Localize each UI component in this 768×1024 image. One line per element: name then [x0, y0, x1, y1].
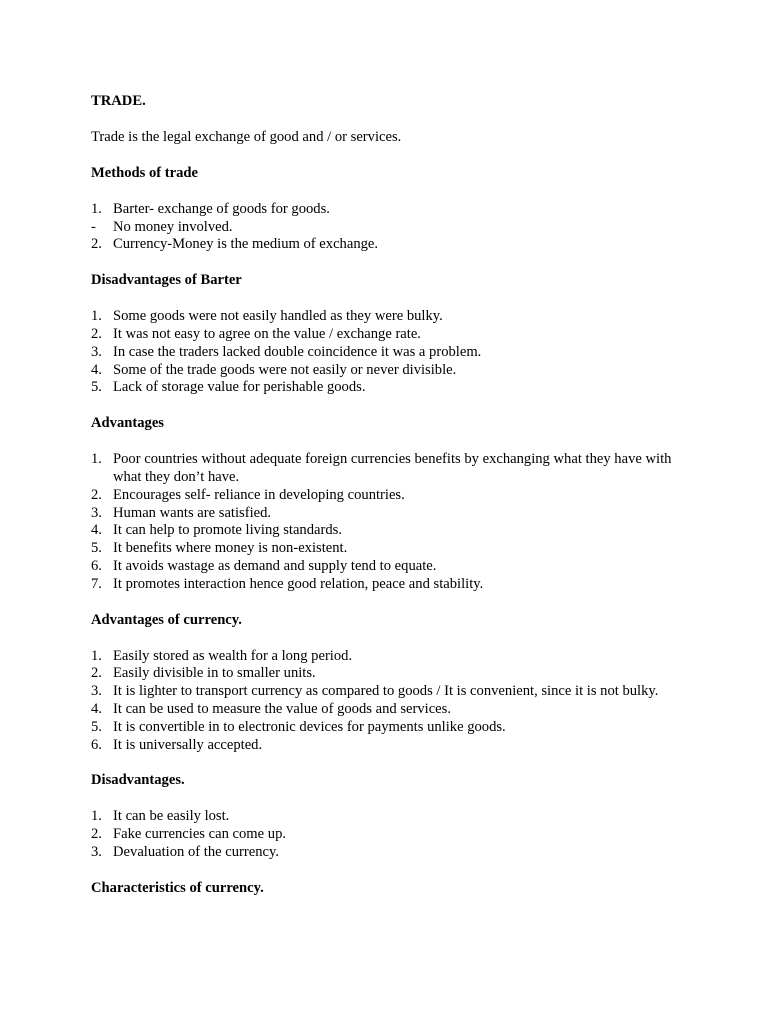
section-heading: Advantages: [91, 415, 164, 432]
list-item: [91, 648, 691, 666]
list-marker: 2.: [91, 236, 102, 253]
list-marker: 5.: [91, 379, 102, 396]
list-item-text: Encourages self- reliance in developing countries.: [113, 486, 405, 503]
section-heading: Disadvantages of Barter: [91, 272, 242, 289]
list-item-text: It was not easy to agree on the value / exchange rate.: [113, 325, 421, 342]
list-item: [91, 522, 691, 540]
list-marker: 6.: [91, 736, 102, 753]
list-item: [91, 719, 691, 737]
section-heading: Methods of trade: [91, 164, 199, 181]
section-heading: Disadvantages.: [91, 772, 185, 789]
list-marker: 2.: [91, 325, 102, 342]
section-list: [91, 808, 691, 861]
list-item: [91, 379, 691, 397]
list-item: [91, 558, 691, 576]
list-item-text: Barter- exchange of goods for goods.: [113, 200, 330, 217]
list-marker: 4.: [91, 700, 102, 717]
list-marker: 3.: [91, 504, 102, 521]
list-item-text: In case the traders lacked double coincidence it was a problem.: [113, 343, 482, 360]
list-marker: 4.: [91, 522, 102, 539]
list-marker: 1.: [91, 451, 102, 468]
section-heading: Advantages of currency.: [91, 611, 242, 628]
list-marker: 3.: [91, 343, 102, 360]
list-item: [91, 683, 691, 701]
document-sections: [91, 165, 691, 898]
list-marker: 3.: [91, 683, 102, 700]
list-item: [91, 808, 691, 826]
document-page: [91, 93, 691, 898]
list-marker: 1.: [91, 808, 102, 825]
list-item: [91, 844, 691, 862]
list-marker: 1.: [91, 647, 102, 664]
list-item-text: It can be used to measure the value of goods and services.: [113, 700, 451, 717]
list-item-text: Devaluation of the currency.: [113, 843, 279, 860]
section-list: [91, 308, 691, 397]
list-item-text: Human wants are satisfied.: [113, 504, 272, 521]
list-marker: 3.: [91, 843, 102, 860]
list-marker: 2.: [91, 486, 102, 503]
list-marker: 6.: [91, 557, 102, 574]
list-marker: 5.: [91, 540, 102, 557]
list-marker: 2.: [91, 826, 102, 843]
list-item: [91, 826, 691, 844]
list-item-text: Some of the trade goods were not easily or never divisible.: [113, 361, 457, 378]
list-item: [91, 737, 691, 755]
section-list: [91, 648, 691, 755]
list-item-text: It is lighter to transport currency as compared to goods / It is convenient, since it is not bulky.: [113, 683, 659, 700]
list-item-text: It promotes interaction hence good relation, peace and stability.: [113, 575, 484, 592]
list-marker: 4.: [91, 361, 102, 378]
list-item: [91, 701, 691, 719]
list-item-text: No money involved.: [113, 218, 233, 235]
list-item: [91, 540, 691, 558]
list-item: [91, 451, 691, 487]
trade-definition: Trade is the legal exchange of good and / or services.: [91, 129, 402, 145]
list-item: [91, 505, 691, 523]
list-marker: 2.: [91, 665, 102, 682]
list-item: [91, 487, 691, 505]
list-item-text: It avoids wastage as demand and supply tend to equate.: [113, 557, 437, 574]
list-item-text: Easily divisible in to smaller units.: [113, 665, 316, 682]
list-marker: 1.: [91, 200, 102, 217]
list-item: [91, 576, 691, 594]
list-item-text: Easily stored as wealth for a long period.: [113, 647, 353, 664]
list-item-text: It can be easily lost.: [113, 808, 230, 825]
list-item-text: Poor countries without adequate foreign currencies benefits by exchanging what they have with what they don’t have.: [113, 451, 672, 485]
list-item-text: Fake currencies can come up.: [113, 826, 287, 843]
list-item: [91, 201, 691, 219]
list-item: [91, 665, 691, 683]
section-list: [91, 451, 691, 593]
list-marker: 7.: [91, 575, 102, 592]
list-item: [91, 219, 691, 237]
list-item-text: It is universally accepted.: [113, 736, 263, 753]
list-item: [91, 326, 691, 344]
list-item-text: It benefits where money is non-existent.: [113, 540, 348, 557]
section-heading: Characteristics of currency.: [91, 879, 264, 896]
list-item: [91, 344, 691, 362]
document-title: TRADE.: [91, 93, 146, 109]
list-item-text: It is convertible in to electronic devices for payments unlike goods.: [113, 718, 506, 735]
list-item: [91, 308, 691, 326]
list-item: [91, 362, 691, 380]
list-item-text: Currency-Money is the medium of exchange.: [113, 236, 379, 253]
section-list: [91, 201, 691, 254]
list-item-text: Lack of storage value for perishable goods.: [113, 379, 366, 396]
list-marker: 1.: [91, 308, 102, 325]
list-item: [91, 236, 691, 254]
list-marker: 5.: [91, 718, 102, 735]
list-item-text: It can help to promote living standards.: [113, 522, 342, 539]
list-marker: -: [91, 218, 96, 235]
list-item-text: Some goods were not easily handled as they were bulky.: [113, 308, 443, 325]
